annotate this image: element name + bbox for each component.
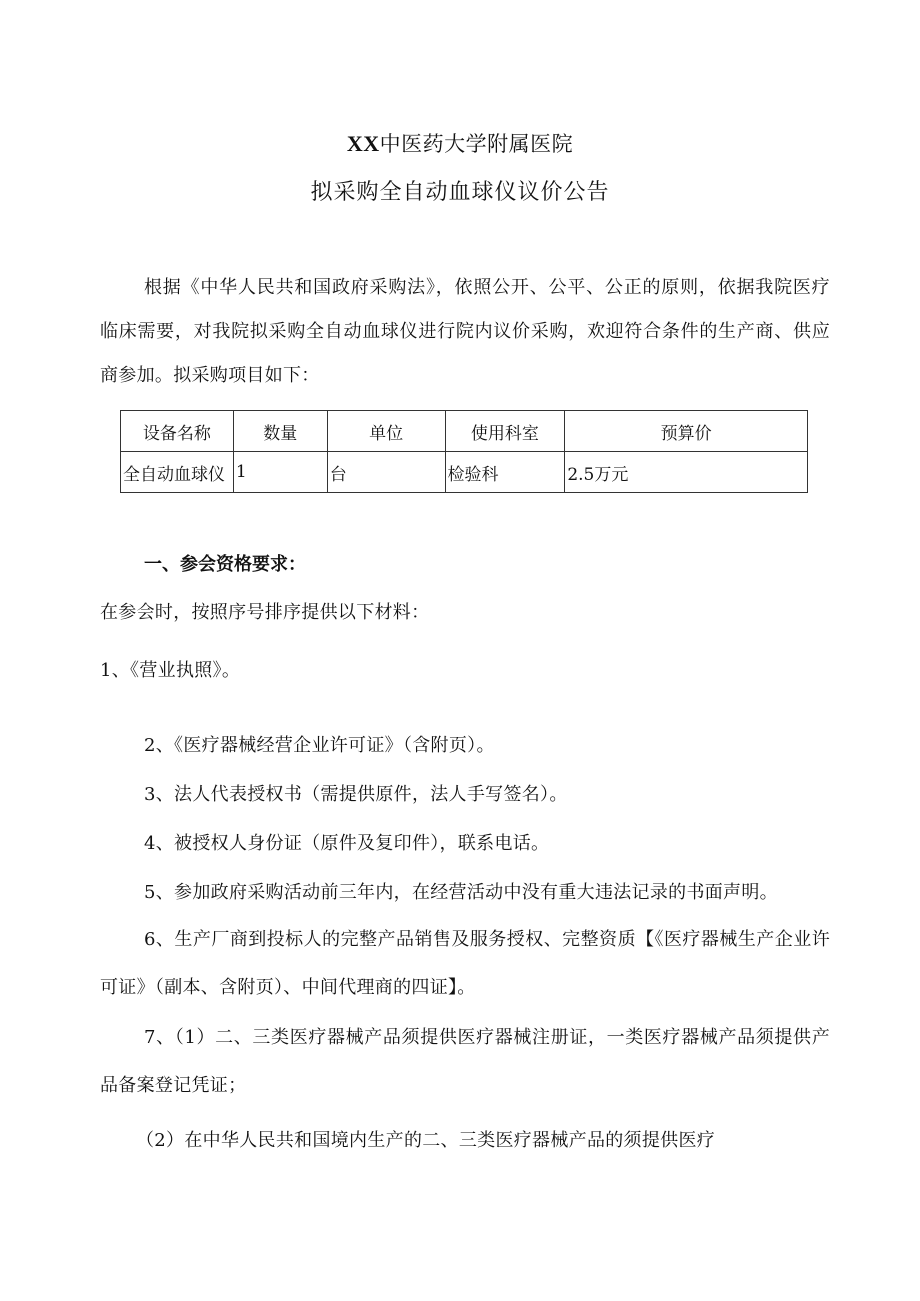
table-row — [121, 452, 808, 493]
table-header-cell: 单位 — [327, 411, 445, 452]
table-header-cell: 设备名称 — [121, 411, 234, 452]
list-item: 1、《营业执照》。 — [100, 660, 241, 681]
procurement-table — [120, 410, 808, 493]
list-item: 7、（1）二、三类医疗器械产品须提供医疗器械注册证，一类医疗器械产品须提供产品备案登记凭证； — [100, 1027, 830, 1096]
table-header-cell: 使用科室 — [445, 411, 565, 452]
title-prefix: XX — [346, 131, 380, 156]
list-item: 6、生产厂商到投标人的完整产品销售及服务授权、完整资质【《医疗器械生产企业许可证》（副本、含附页）、中间代理商的四证】。 — [100, 929, 830, 998]
table-cell: 1 — [233, 452, 327, 493]
list-item: （2）在中华人民共和国境内生产的二、三类医疗器械产品的须提供医疗 — [136, 1130, 716, 1151]
section-heading: 一、参会资格要求： — [144, 554, 306, 575]
section-lead: 在参会时，按照序号排序提供以下材料： — [100, 602, 430, 623]
document-title-line1 — [0, 128, 920, 158]
list-item: 2、《医疗器械经营企业许可证》（含附页）。 — [144, 735, 495, 756]
table-header-row — [121, 411, 808, 452]
list-item: 4、被授权人身份证（原件及复印件），联系电话。 — [144, 833, 550, 854]
list-item: 5、参加政府采购活动前三年内，在经营活动中没有重大违法记录的书面声明。 — [144, 882, 778, 903]
table-cell: 台 — [327, 452, 445, 493]
table-header-cell: 预算价 — [565, 411, 808, 452]
list-item: 3、法人代表授权书（需提供原件，法人手写签名）。 — [144, 784, 568, 805]
table-header-cell: 数量 — [233, 411, 327, 452]
title-hospital-name: 中医药大学附属医院 — [379, 132, 574, 156]
table-cell: 2.5万元 — [565, 452, 808, 493]
intro-paragraph: 根据《中华人民共和国政府采购法》，依照公开、公平、公正的原则，依据我院医疗临床需要，对我院拟采购全自动血球仪进行院内议价采购，欢迎符合条件的生产商、供应商参加。拟采购项目如下： — [100, 277, 830, 386]
table-cell: 检验科 — [445, 452, 565, 493]
table-cell: 全自动血球仪 — [121, 452, 234, 493]
document-title-line2: 拟采购全自动血球仪议价公告 — [310, 180, 610, 205]
